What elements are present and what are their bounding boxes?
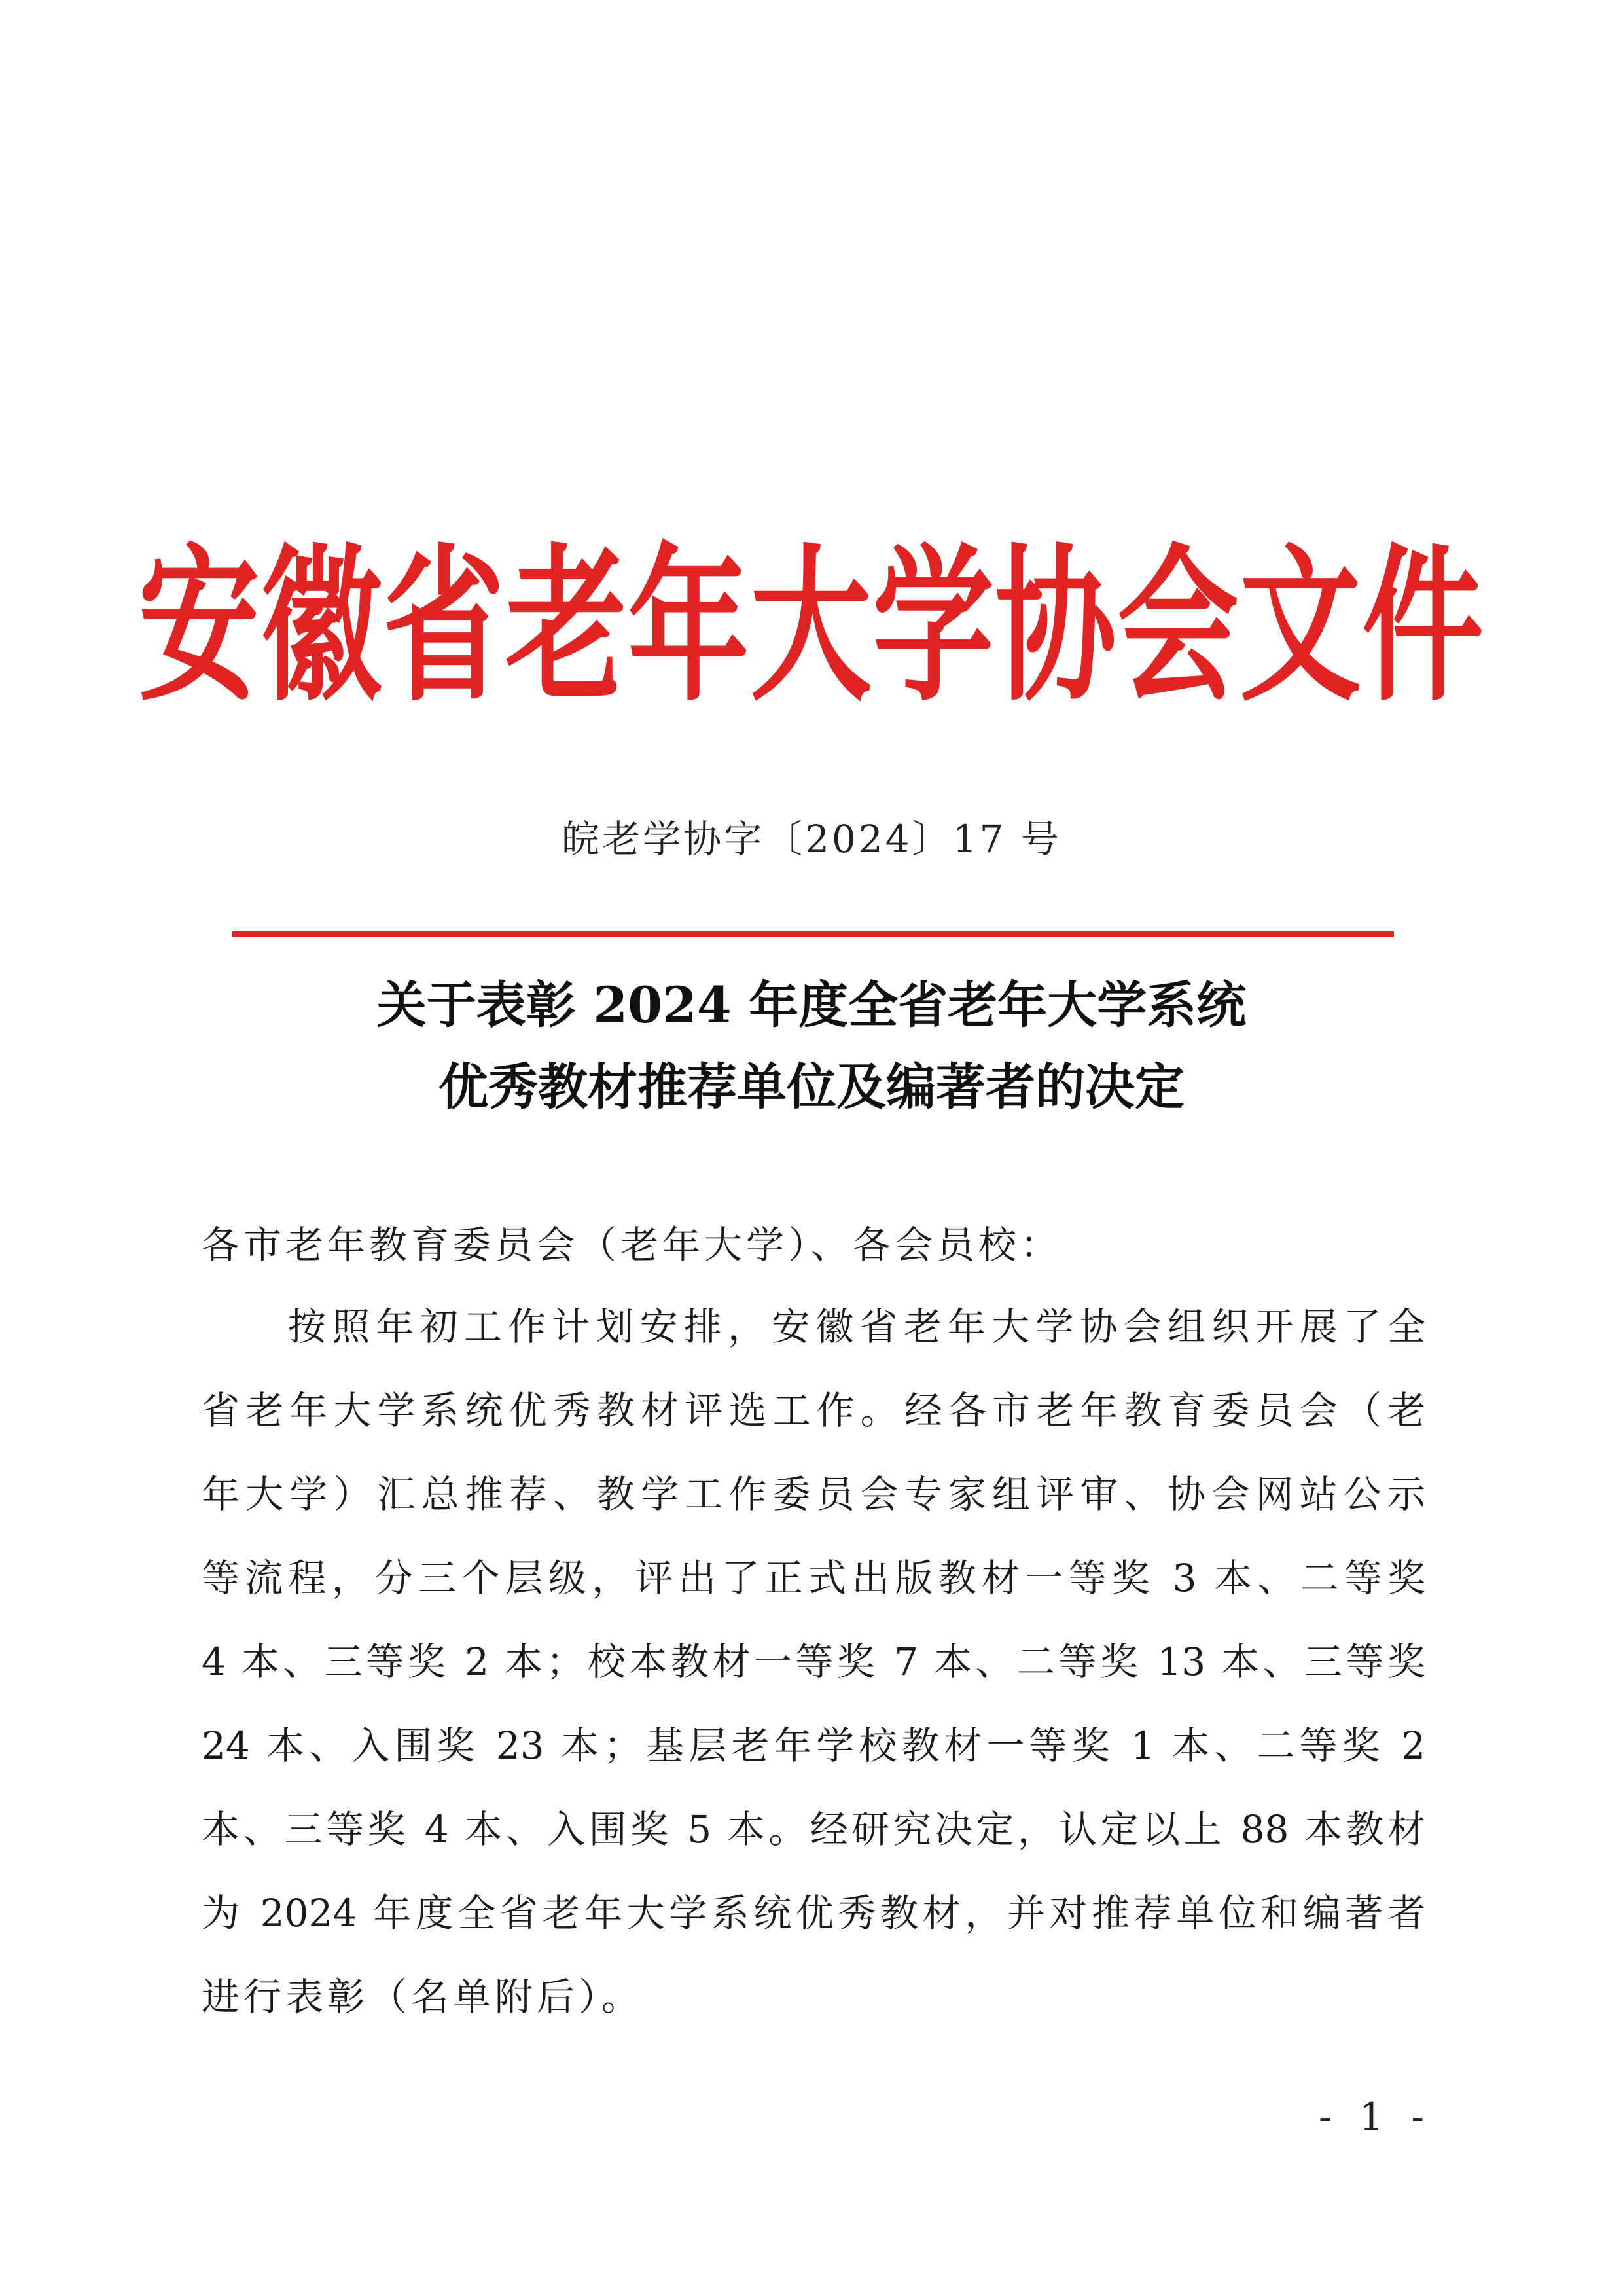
document-number: 皖老学协字〔2024〕17 号: [562, 817, 1061, 861]
masthead: [0, 514, 1623, 725]
document-title-line-2: 优秀教材推荐单位及编著者的决定: [438, 1058, 1185, 1116]
document-title-line-1: 关于表彰 2024 年度全省老年大学系统: [376, 976, 1247, 1034]
body-line: 按照年初工作计划安排，安徽省老年大学协会组织开展了全: [288, 1304, 1425, 1349]
body-line: 4 本、三等奖 2 本；校本教材一等奖 7 本、二等奖 13 本、三等奖: [202, 1640, 1425, 1684]
body-line: 省老年大学系统优秀教材评选工作。经各市老年教育委员会（老: [202, 1388, 1425, 1433]
page-number: - 1 -: [1319, 2094, 1432, 2139]
body-line: 等流程，分三个层级，评出了正式出版教材一等奖 3 本、二等奖: [202, 1556, 1425, 1600]
salutation: 各市老年教育委员会（老年大学）、各会员校：: [202, 1223, 1063, 1267]
body-line: 本、三等奖 4 本、入围奖 5 本。经研究决定，认定以上 88 本教材: [202, 1807, 1425, 1852]
red-divider: [232, 931, 1394, 937]
masthead-title: 安徽省老年大学协会文件: [138, 527, 1485, 725]
body-line: 24 本、入围奖 23 本；基层老年学校教材一等奖 1 本、二等奖 2: [202, 1723, 1425, 1768]
body-line: 为 2024 年度全省老年大学系统优秀教材，并对推荐单位和编著者: [202, 1891, 1425, 1935]
body-line: 进行表彰（名单附后）。: [202, 1975, 644, 2019]
body-line: 年大学）汇总推荐、教学工作委员会专家组评审、协会网站公示: [202, 1472, 1425, 1516]
